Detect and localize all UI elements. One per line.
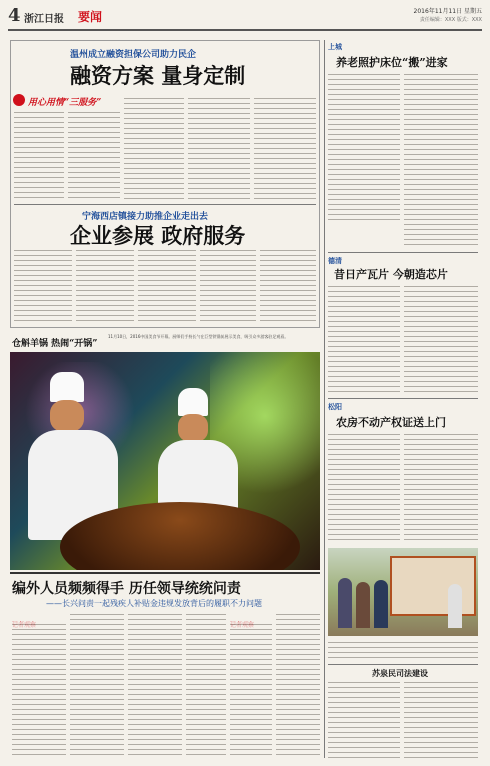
right-story2-col-1	[328, 284, 400, 394]
second-story-col-4	[200, 248, 256, 324]
right-photo-caption	[328, 640, 478, 660]
bottom-col-5	[230, 622, 272, 758]
chef-hat-left	[50, 372, 84, 402]
person-1	[338, 578, 352, 628]
second-story-col-5	[260, 248, 316, 324]
villagers-photo	[328, 548, 478, 636]
bottom-col-4	[186, 612, 226, 758]
right-story3-col-2	[404, 432, 478, 542]
bottom-story-headline: 编外人员频频得手 历任领导统统问责	[12, 581, 241, 597]
date-line: 2016年11月11日 星期五	[413, 8, 482, 15]
bottom-col-3	[128, 612, 182, 758]
chef-photo	[10, 352, 320, 570]
top-story-headline: 融资方案 量身定制	[70, 63, 246, 88]
bottom-story-subhead: ——长兴问责一起残疾人补贴金违规发放背后的履职不力问题	[46, 599, 262, 608]
right-story1-headline: 养老照护床位“搬”进家	[336, 56, 448, 69]
top-story-col-5	[254, 96, 316, 200]
section-name: 要闻	[78, 10, 103, 24]
right-divider-1	[328, 252, 478, 253]
right-story3-col-1	[328, 432, 400, 542]
right-story1-col-2	[404, 72, 478, 248]
right-story4-col-2	[404, 680, 478, 758]
second-story-col-2	[76, 248, 134, 324]
editor-line: 责任编辑：XXX 版式：XXX	[419, 17, 482, 23]
top-story-col-2	[68, 110, 120, 200]
second-story-headline: 企业参展 政府服务	[70, 223, 246, 248]
second-story-col-3	[138, 248, 196, 324]
right-col-separator	[324, 40, 325, 758]
person-2	[356, 582, 370, 628]
top-story-col-3	[124, 96, 184, 200]
divider-2	[10, 572, 320, 574]
sidebar-title: 用心用情“三服务”	[28, 98, 102, 108]
bottom-col-1	[12, 622, 66, 758]
right-divider-3	[328, 664, 478, 665]
right-story4-headline: 苏泉民司法建设	[372, 668, 428, 678]
paper-name: 浙江日报	[24, 14, 64, 25]
right-story1-col-1	[328, 72, 400, 220]
right-story3-headline: 农房不动产权证送上门	[336, 416, 446, 429]
right-story2-kicker: 德清	[328, 257, 342, 265]
right-divider-2	[328, 398, 478, 399]
second-story-kicker: 宁海西店镇接力助推企业走出去	[82, 212, 209, 222]
chef-hat-right	[178, 388, 208, 416]
top-story-col-1	[14, 110, 64, 200]
person-3	[374, 580, 388, 628]
right-story3-kicker: 松阳	[328, 403, 342, 411]
top-story-col-4	[188, 96, 250, 200]
person-4	[448, 584, 462, 628]
photo-caption-wrap	[108, 334, 318, 348]
masthead-rule	[8, 29, 482, 31]
right-story2-col-2	[404, 284, 478, 394]
second-story-col-1	[14, 248, 72, 324]
divider-1	[14, 204, 316, 205]
right-story1-kicker: 上城	[328, 43, 342, 51]
chef-face-left	[50, 400, 84, 432]
page-number: 4	[8, 5, 21, 26]
chef-face-right	[178, 414, 208, 442]
masthead	[8, 4, 482, 30]
building-wall	[390, 556, 476, 616]
top-story-kicker: 温州成立融资担保公司助力民企	[70, 50, 197, 60]
photo-story-title: 仓斛羊锅 热闹“开锅”	[12, 339, 98, 349]
right-story2-headline: 昔日产瓦片 今朝造芯片	[334, 268, 448, 281]
bottom-col-6	[276, 612, 320, 758]
sidebar-heart-icon	[13, 94, 25, 106]
right-story4-col-1	[328, 680, 400, 758]
bottom-col-2	[70, 612, 124, 758]
photo-caption: 11月10日，2016中国美食节开幕。厨师们手持长勺在巨型铁锅前展示美食，吸引众多游客驻足观看。	[108, 334, 289, 339]
